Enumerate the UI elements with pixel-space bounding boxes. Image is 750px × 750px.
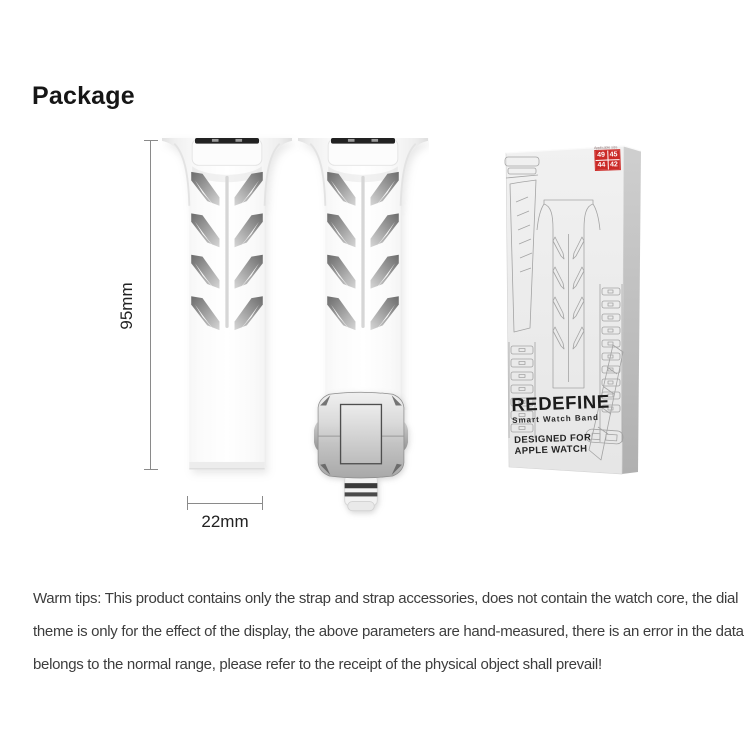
box-front-panel: [506, 146, 624, 474]
box-side-panel: [622, 146, 641, 474]
box-subtitle-text: Smart Watch Band: [512, 412, 600, 425]
warm-tips-text: Warm tips: This product contains only the strap and strap accessories, does not contain the watch core, the dial theme is only for the effect of the display, the above parameters are hand-measured, there is an error in the data belongs to the normal range, please refer to the receipt of the physical object shall prevail!: [33, 590, 744, 673]
width-dimension-cap-right: [262, 496, 263, 510]
size-badge-cell: 49: [597, 151, 606, 159]
width-dimension-line: [187, 503, 263, 504]
size-badge-grid: [594, 149, 621, 171]
box-designed-for-text: [514, 432, 592, 457]
size-badge-header: Applicable size: [594, 145, 618, 150]
designed-for-line2: APPLE WATCH: [514, 443, 588, 457]
designed-for-line1: DESIGNED FOR: [514, 432, 592, 446]
width-dimension-label: 22mm: [201, 512, 249, 531]
size-badge: [594, 143, 625, 171]
page-title: Package: [32, 82, 135, 110]
size-badge-cell: 44: [597, 161, 606, 169]
size-badge-cell: 42: [609, 161, 618, 169]
height-dimension-cap-bottom: [144, 469, 158, 470]
watch-strap-left: [161, 138, 293, 477]
size-badge-cell: 45: [609, 151, 618, 159]
butterfly-clasp: [314, 391, 408, 514]
height-dimension-line: [150, 140, 151, 470]
box-brand-text: REDEFINE: [511, 390, 611, 415]
product-box: [500, 142, 645, 478]
watch-strap-right: [297, 138, 429, 410]
height-dimension-label: 95mm: [117, 282, 136, 330]
